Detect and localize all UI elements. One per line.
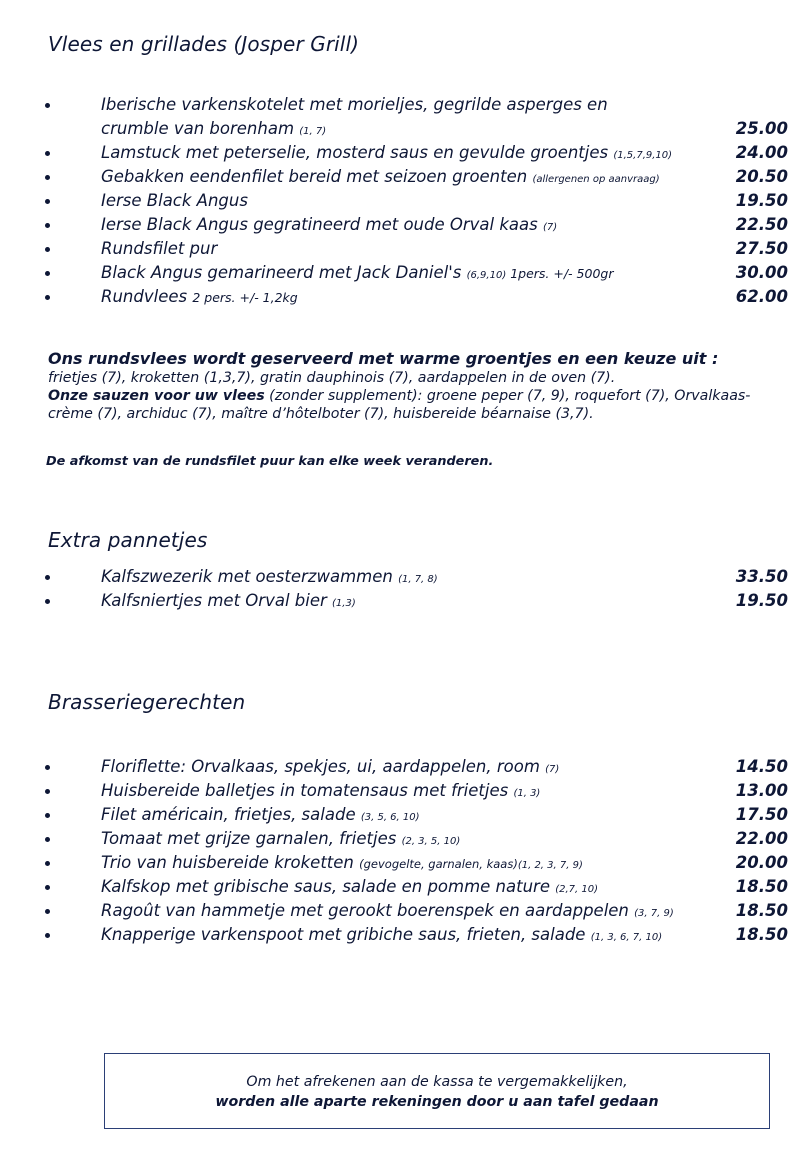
item-allergens: (1, 3, 6, 7, 10)	[590, 932, 663, 943]
menu-item	[0, 141, 800, 165]
item-price: 13.00	[735, 781, 788, 800]
menu-item	[0, 851, 800, 875]
item-name: Trio van huisbereide kroketten	[101, 853, 360, 872]
item-price: 20.00	[735, 853, 788, 872]
bullet-icon	[45, 199, 50, 204]
menu-item	[0, 923, 800, 947]
item-price: 33.50	[735, 567, 788, 586]
menu-item	[0, 589, 800, 613]
bullet-icon	[45, 271, 50, 276]
item-price: 17.50	[735, 805, 788, 824]
item-price: 22.50	[735, 215, 788, 234]
menu-list-extra	[0, 565, 800, 613]
item-name: Rundvlees	[101, 287, 193, 306]
item-allergens: (1,3)	[332, 598, 356, 609]
sauces-text-continued: crème (7), archiduc (7), maître d’hôtelboter (7), huisbereide béarnaise (3,7).	[48, 406, 594, 422]
item-allergens: (1, 3)	[513, 788, 541, 799]
item-note: (gevogelte, garnalen, kaas)	[359, 857, 518, 871]
item-price: 20.50	[735, 167, 788, 186]
item-name: Ierse Black Angus gegratineerd met oude Orval kaas	[101, 215, 543, 234]
item-allergens: (2, 3, 5, 10)	[401, 836, 461, 847]
item-name: Kalfsniertjes met Orval bier	[101, 591, 333, 610]
menu-item	[0, 827, 800, 851]
bullet-icon	[45, 813, 50, 818]
item-allergens: (1, 2, 3, 7, 9)	[517, 860, 583, 871]
item-price: 19.50	[735, 591, 788, 610]
section-title-brasserie: Brasseriegerechten	[48, 690, 246, 714]
menu-item	[0, 899, 800, 923]
bullet-icon	[45, 295, 50, 300]
item-allergens: (1,5,7,9,10)	[613, 150, 673, 161]
section-title-extra: Extra pannetjes	[48, 528, 208, 552]
bullet-icon	[45, 599, 50, 604]
menu-item	[0, 165, 800, 189]
item-allergens: (allergenen op aanvraag)	[532, 174, 660, 185]
bullet-icon	[45, 837, 50, 842]
item-allergens: (7)	[545, 764, 560, 775]
menu-item	[0, 213, 800, 237]
menu-item	[0, 93, 800, 141]
origin-note: De afkomst van de rundsfilet puur kan elke week veranderen.	[46, 454, 494, 469]
bullet-icon	[45, 909, 50, 914]
menu-item	[0, 755, 800, 779]
bullet-icon	[45, 103, 50, 108]
item-name: Filet américain, frietjes, salade	[101, 805, 361, 824]
item-allergens: (3, 5, 6, 10)	[360, 812, 420, 823]
sauces-label: Onze sauzen voor uw vlees	[48, 388, 265, 404]
bullet-icon	[45, 247, 50, 252]
item-name: Huisbereide balletjes in tomatensaus met frietjes	[101, 781, 514, 800]
item-price: 14.50	[735, 757, 788, 776]
item-price: 22.00	[735, 829, 788, 848]
item-name: Kalfskop met gribische saus, salade en pomme nature	[101, 877, 556, 896]
bullet-icon	[45, 151, 50, 156]
sides-text: frietjes (7), kroketten (1,3,7), gratin dauphinois (7), aardappelen in de oven (7).	[48, 370, 616, 386]
item-price: 19.50	[735, 191, 788, 210]
item-price: 18.50	[735, 925, 788, 944]
item-name: Tomaat met grijze garnalen, frietjes	[101, 829, 402, 848]
payment-notice-line1: Om het afrekenen aan de kassa te vergemakkelijken,	[246, 1074, 628, 1090]
payment-notice-line2: worden alle aparte rekeningen door u aan tafel gedaan	[215, 1094, 659, 1110]
bullet-icon	[45, 175, 50, 180]
item-price: 25.00	[735, 119, 788, 138]
item-name-line1: Iberische varkenskotelet met morieljes, gegrilde asperges en	[101, 95, 608, 114]
item-allergens: (1, 7)	[299, 126, 327, 137]
item-price: 24.00	[735, 143, 788, 162]
menu-item	[0, 565, 800, 589]
item-name: Gebakken eendenfilet bereid met seizoen groenten	[101, 167, 533, 186]
payment-notice-box	[104, 1053, 770, 1129]
section-title-grill: Vlees en grillades (Josper Grill)	[48, 32, 360, 56]
menu-item	[0, 285, 800, 309]
item-name: Black Angus gemarineerd met Jack Daniel's	[101, 263, 467, 282]
item-name: Floriflette: Orvalkaas, spekjes, ui, aardappelen, room	[101, 757, 546, 776]
item-price: 18.50	[735, 901, 788, 920]
serving-headline: Ons rundsvlees wordt geserveerd met warme groentjes en een keuze uit :	[48, 349, 719, 368]
menu-item	[0, 189, 800, 213]
item-price: 30.00	[735, 263, 788, 282]
item-name: Ierse Black Angus	[101, 191, 248, 210]
item-price: 62.00	[735, 287, 788, 306]
bullet-icon	[45, 575, 50, 580]
item-allergens: (6,9,10)	[466, 270, 507, 281]
item-name: Rundsfilet pur	[101, 239, 218, 258]
item-allergens: (2,7, 10)	[555, 884, 599, 895]
item-allergens: (3, 7, 9)	[634, 908, 674, 919]
bullet-icon	[45, 223, 50, 228]
serving-info	[48, 349, 793, 423]
bullet-icon	[45, 789, 50, 794]
item-name: Ragoût van hammetje met gerookt boerenspek en aardappelen	[101, 901, 635, 920]
item-portion-note: 2 pers. +/- 1,2kg	[192, 290, 298, 305]
item-portion-note: 1pers. +/- 500gr	[506, 266, 614, 281]
item-price: 18.50	[735, 877, 788, 896]
item-name: Lamstuck met peterselie, mosterd saus en gevulde groentjes	[101, 143, 614, 162]
bullet-icon	[45, 765, 50, 770]
bullet-icon	[45, 885, 50, 890]
menu-list-grill	[0, 93, 800, 309]
menu-item	[0, 803, 800, 827]
sauces-text: (zonder supplement): groene peper (7, 9), roquefort (7), Orvalkaas-	[264, 388, 751, 404]
item-name: crumble van borenham	[101, 119, 300, 138]
bullet-icon	[45, 933, 50, 938]
menu-item	[0, 261, 800, 285]
item-price: 27.50	[735, 239, 788, 258]
menu-item	[0, 779, 800, 803]
item-allergens: (7)	[542, 222, 558, 233]
item-name: Knapperige varkenspoot met gribiche saus, frieten, salade	[101, 925, 591, 944]
bullet-icon	[45, 861, 50, 866]
menu-list-brasserie	[0, 755, 800, 947]
menu-item	[0, 875, 800, 899]
item-allergens: (1, 7, 8)	[398, 574, 438, 585]
item-name: Kalfszwezerik met oesterzwammen	[101, 567, 399, 586]
menu-item	[0, 237, 800, 261]
